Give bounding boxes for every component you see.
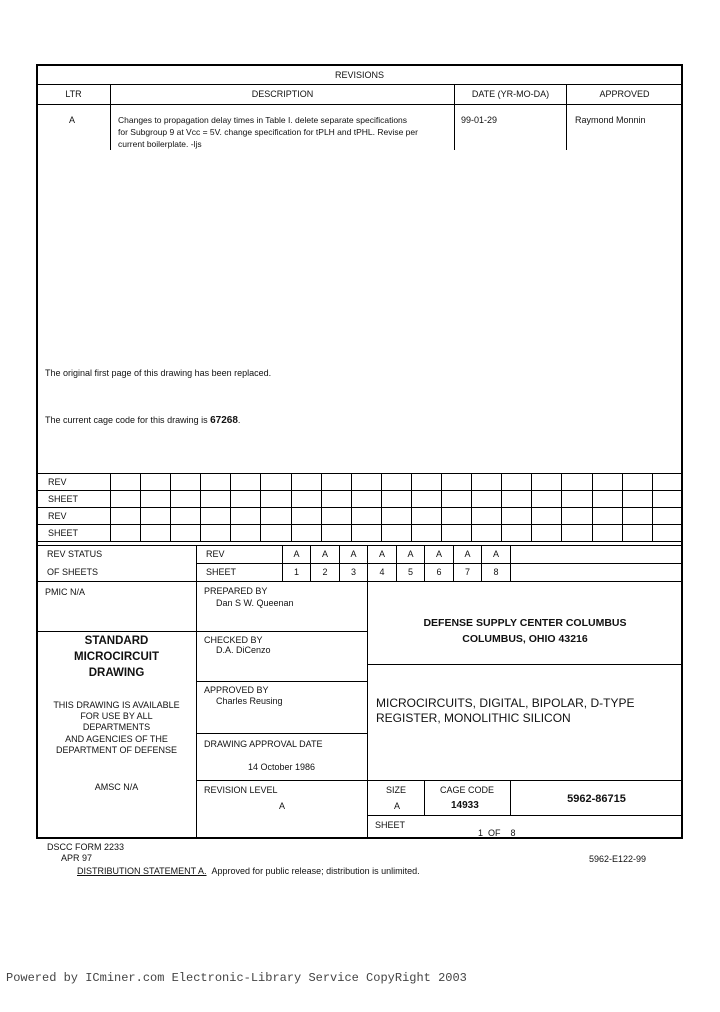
revisions-header-description: DESCRIPTION (251, 89, 314, 99)
drawing-title-line: MICROCIRCUITS, DIGITAL, BIPOLAR, D-TYPE (376, 696, 635, 710)
agency-address: COLUMBUS, OHIO 43216 (462, 633, 588, 645)
document-number: 5962-E122-99 (589, 854, 647, 864)
rev-cell: A (464, 549, 471, 559)
sheet-cell: 3 (350, 567, 356, 577)
checked-rule (197, 681, 367, 682)
cage-note (45, 415, 240, 426)
drawing-label: DRAWING (88, 667, 145, 679)
sheet-current: 1 (478, 828, 484, 838)
distribution-label: DISTRIBUTION STATEMENT A. (77, 866, 207, 876)
pmic-rule (37, 631, 196, 632)
of-sheets-label: OF SHEETS (47, 567, 99, 577)
approval-date: 14 October 1986 (248, 762, 316, 772)
revisions-header-rule (37, 104, 682, 105)
sheet-cell: 5 (407, 567, 413, 577)
checked-by-name: D.A. DiCenzo (216, 645, 271, 655)
cage-code-label: CAGE CODE (440, 785, 495, 795)
availability-line: DEPARTMENTS (82, 722, 151, 732)
revisions-header-ltr: LTR (65, 89, 82, 99)
revision-description-line: current boilerplate. -ljs (118, 139, 202, 149)
cage-code-value: 14933 (451, 800, 479, 811)
size-label: SIZE (386, 785, 407, 795)
approved-rule (197, 733, 367, 734)
sheet-cell: 8 (493, 567, 499, 577)
grid-row-label: REV (38, 474, 111, 491)
prepared-by-label: PREPARED BY (204, 586, 268, 596)
revisions-title-rule (37, 84, 682, 85)
revision-level-label: REVISION LEVEL (204, 785, 278, 795)
revision-description-line: for Subgroup 9 at Vcc = 5V. change specification for tPLH and tPHL. Revise per (118, 127, 418, 137)
revision-ltr: A (69, 115, 76, 125)
availability-line: FOR USE BY ALL (80, 711, 153, 721)
cage-note-code: 67268 (210, 415, 238, 426)
grid-row-label: SHEET (38, 491, 111, 508)
rev-cell: A (293, 549, 300, 559)
rev-label: REV (206, 549, 225, 559)
pmic-label: PMIC N/A (45, 587, 86, 597)
rev-cell: A (350, 549, 357, 559)
revision-description-line: Changes to propagation delay times in Table I. delete separate specifications (118, 115, 408, 125)
rev-status-bottom-rule (37, 581, 682, 582)
size-value: A (394, 801, 401, 811)
drawing-title-line: REGISTER, MONOLITHIC SILICON (376, 711, 571, 725)
rev-sheet-grid (37, 473, 683, 542)
title-block-divider (196, 581, 197, 838)
sheet-total: 8 (510, 828, 516, 838)
rev-cell: A (407, 549, 414, 559)
microcircuit-label: MICROCIRCUIT (74, 651, 159, 663)
title-block-divider (367, 581, 368, 780)
rev-cell: A (321, 549, 328, 559)
cage-divider (424, 780, 425, 815)
amsc-label: AMSC N/A (94, 782, 139, 792)
grid-row (38, 525, 683, 542)
prepared-by-name: Dan S W. Queenan (216, 598, 294, 608)
revision-level: A (279, 801, 286, 811)
approved-by-name: Charles Reusing (216, 696, 283, 706)
approval-date-label: DRAWING APPROVAL DATE (204, 739, 323, 749)
rev-cell: A (378, 549, 385, 559)
drawing-number: 5962-86715 (567, 793, 626, 805)
size-divider (367, 780, 368, 838)
sheet-number (478, 828, 516, 839)
approved-by-label: APPROVED BY (204, 685, 269, 695)
replaced-note: The original first page of this drawing has been replaced. (45, 368, 272, 378)
standard-label: STANDARD (84, 635, 149, 647)
watermark: Powered by ICminer.com Electronic-Library Service CopyRight 2003 (6, 971, 467, 985)
rev-status-label: REV STATUS (47, 549, 103, 559)
sheet-cell: 6 (436, 567, 442, 577)
rev-cell: A (492, 549, 499, 559)
grid-row (38, 474, 683, 491)
distribution-statement (77, 866, 420, 877)
form-number: DSCC FORM 2233 (47, 842, 125, 852)
size-row-top-rule (197, 780, 682, 781)
sheet-of: OF (488, 828, 501, 838)
revision-approver: Raymond Monnin (575, 115, 646, 125)
rev-status-divider (196, 545, 197, 581)
cell-divider (510, 545, 511, 581)
revisions-header-date: DATE (YR-MO-DA) (471, 89, 550, 99)
cage-note-prefix: The current cage code for this drawing is (45, 415, 208, 425)
revisions-title: REVISIONS (334, 70, 384, 80)
sheet-cell: 7 (464, 567, 470, 577)
grid-row-label: SHEET (38, 525, 111, 542)
checked-by-label: CHECKED BY (204, 635, 263, 645)
cage-note-suffix: . (237, 415, 241, 425)
grid-row-label: REV (38, 508, 111, 525)
sheet-label: SHEET (206, 567, 237, 577)
grid-row (38, 508, 683, 525)
grid-row (38, 491, 683, 508)
agency-rule (368, 664, 682, 665)
rev-status-mid-rule (196, 563, 682, 564)
revisions-header-approved: APPROVED (599, 89, 650, 99)
sheet-cell: 1 (293, 567, 299, 577)
form-date: APR 97 (61, 853, 93, 863)
revision-date: 99-01-29 (461, 115, 498, 125)
rev-cell: A (435, 549, 442, 559)
sheet-label: SHEET (375, 820, 406, 830)
agency-name: DEFENSE SUPPLY CENTER COLUMBUS (423, 617, 627, 629)
rev-status-top-rule (37, 545, 682, 546)
sheet-cell: 4 (379, 567, 385, 577)
sheet-cell: 2 (322, 567, 328, 577)
availability-line: DEPARTMENT OF DEFENSE (55, 745, 178, 755)
distribution-text: Approved for public release; distribution is unlimited. (211, 866, 420, 876)
availability-line: AND AGENCIES OF THE (65, 734, 168, 744)
availability-line: THIS DRAWING IS AVAILABLE (53, 700, 180, 710)
size-row-bottom-rule (368, 815, 682, 816)
prepared-rule (197, 631, 367, 632)
